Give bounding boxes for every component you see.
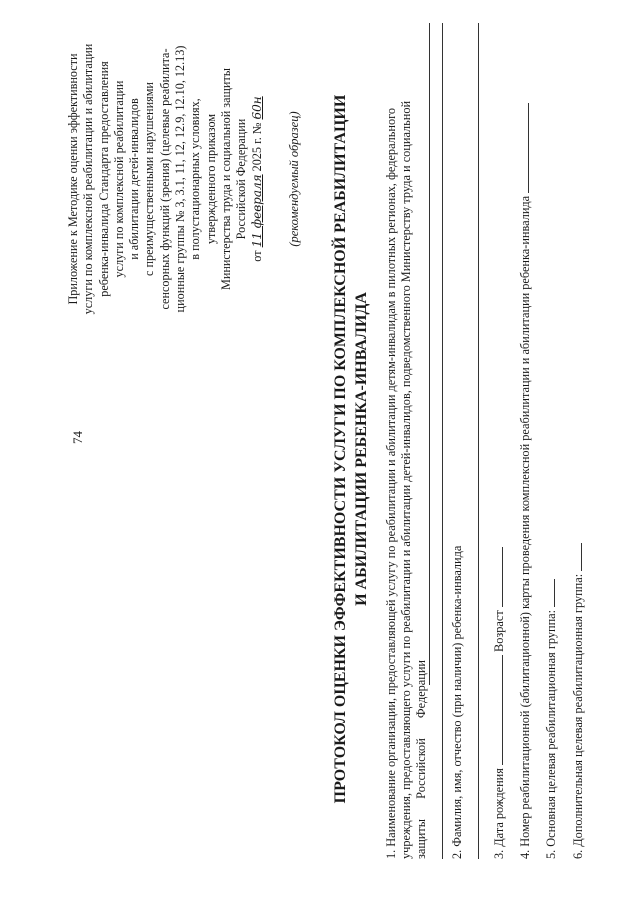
title-line-2: И АБИЛИТАЦИИ РЕБЕНКА-ИНВАЛИДА	[353, 292, 370, 606]
recommended-sample-note: (рекомендуемый образец)	[287, 111, 301, 247]
field-1-word-protection: защиты	[414, 818, 428, 859]
appendix-line: Приложение к Методике оценки эффективности	[66, 53, 80, 305]
main-group-label: 5. Основная целевая реабилитационная группа:	[544, 609, 558, 859]
birth-date-fill[interactable]	[502, 655, 503, 765]
date-prefix: от	[249, 250, 264, 262]
field-1-line-1: 1. Наименование организации, предоставляющей услугу по реабилитации и абилитации детям-инвалидам в пилотных регионах, федерального	[384, 107, 398, 859]
date-year: 2025 г. №	[249, 122, 264, 172]
field-1-line-2: учреждения, предоставляющего услуги по реабилитации и абилитации детей-инвалидов, подведомственного Министерству труда и социальной	[399, 100, 413, 859]
field-1-fill-line[interactable]	[429, 23, 430, 685]
appendix-line: ционные группы № 3, 3.1, 11, 12, 12.9, 12.10, 12.13)	[173, 45, 188, 313]
appendix-line: сенсорных функций (зрения) (целевые реабилита-	[157, 48, 172, 310]
card-number-label: 4. Номер реабилитационной (абилитационной) карты проведения комплексной реабилитации и абилитации ребенка-инвалида	[518, 195, 532, 859]
field-6-row	[571, 543, 586, 859]
appendix-date-line	[250, 19, 265, 339]
appendix-line: ребенка-инвалида Стандарта предоставления	[96, 61, 111, 297]
field-1-word-russian: Российской	[414, 738, 428, 799]
extra-group-label: 6. Дополнительная целевая реабилитационная группа:	[571, 573, 585, 859]
field-1-word-federation: Федерации	[414, 659, 428, 719]
field-2-label: 2. Фамилия, имя, отчество (при наличии) ребенка-инвалида	[450, 545, 464, 859]
main-group-fill[interactable]	[554, 579, 555, 607]
age-label: Возраст	[492, 610, 506, 652]
handwritten-date: 11 февраля	[249, 174, 264, 248]
card-number-fill[interactable]	[528, 103, 529, 193]
field-1-fill-line-2[interactable]	[442, 23, 443, 859]
document-title	[330, 39, 372, 859]
appendix-line: утвержденного приказом	[203, 113, 218, 245]
appendix-line: Министерства труда и социальной защиты	[218, 68, 233, 290]
appendix-line: в полустационарных условиях,	[188, 98, 203, 260]
appendix-line: и абилитации детей-инвалидов	[127, 98, 142, 260]
appendix-line: услуги по комплексной реабилитации и абилитации	[81, 43, 96, 315]
extra-group-fill[interactable]	[581, 543, 582, 571]
field-4-row	[518, 103, 533, 859]
title-line-1: ПРОТОКОЛ ОЦЕНКИ ЭФФЕКТИВНОСТИ УСЛУГИ ПО КОМПЛЕКСНОЙ РЕАБИЛИТАЦИИ	[332, 94, 349, 804]
field-2-fill-line[interactable]	[478, 23, 479, 859]
age-fill[interactable]	[502, 547, 503, 607]
appendix-line: услуги по комплексной реабилитации	[111, 80, 126, 278]
birth-date-label: 3. Дата рождения	[492, 768, 506, 859]
appendix-block	[66, 19, 265, 339]
appendix-line: с преимущественными нарушениями	[142, 82, 157, 276]
handwritten-order-number: 60н	[249, 96, 264, 120]
field-3-row	[492, 547, 507, 859]
page-number: 74	[70, 431, 85, 444]
field-5-row	[544, 579, 559, 859]
appendix-line: Российской Федерации	[234, 118, 249, 240]
field-1-line-3	[414, 27, 429, 859]
